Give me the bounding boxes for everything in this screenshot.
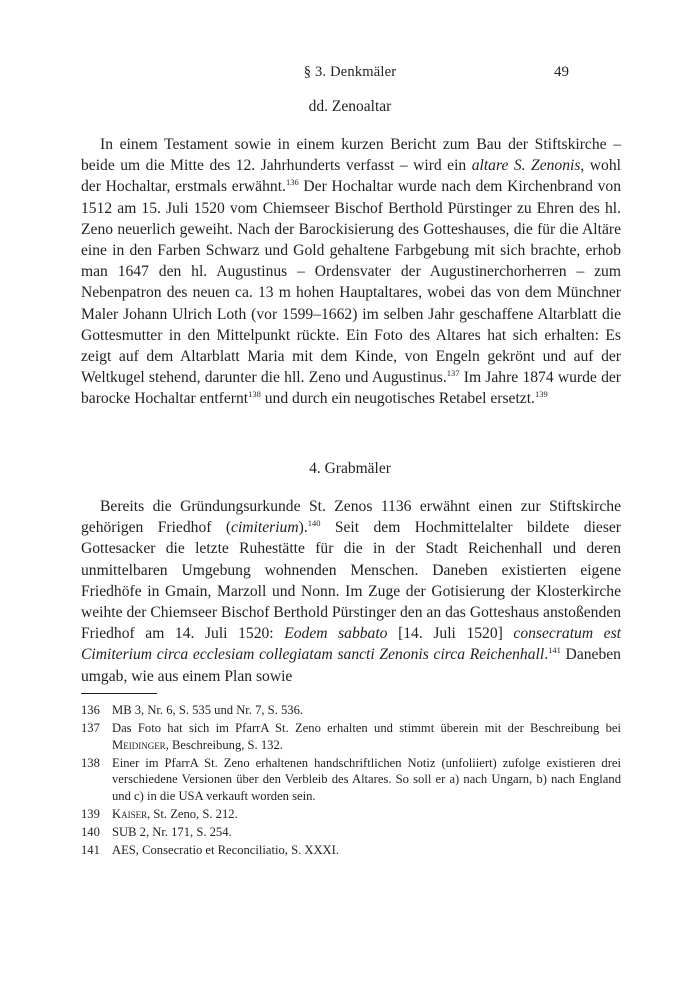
paragraph-text: ).	[298, 519, 308, 537]
footnote-number: 139	[81, 806, 100, 821]
footnote-ref[interactable]: 136	[285, 177, 299, 188]
footnote-ref[interactable]: 137	[446, 368, 460, 379]
footnote-ref[interactable]: 141	[548, 645, 561, 656]
running-head	[0, 64, 700, 86]
latin-term: altare S. Zenonis	[471, 157, 581, 175]
footnote-ref[interactable]: 139	[534, 389, 548, 400]
subsection-heading-zenoaltar: dd. Zenoaltar	[308, 98, 392, 115]
paragraph-text: In einem Testament sowie in einem kurzen Bericht zum Bau der Stiftskirche – beide um die Mitte des 12. Jahrhunderts verfasst – wird ein	[81, 136, 621, 175]
footnote-137	[81, 720, 621, 753]
footnote-141	[81, 842, 621, 859]
footnote-text: AES, Consecratio et Reconciliatio, S. XXXI.	[112, 842, 339, 857]
footnote-ref[interactable]: 138	[248, 389, 261, 400]
latin-term: cimiterium	[231, 519, 299, 537]
running-head-section: § 3. Denkmäler	[303, 64, 397, 80]
footnote-text: MB 3, Nr. 6, S. 535 und Nr. 7, S. 536.	[112, 703, 304, 717]
paragraph-text: Seit dem Hochmittelalter bildete dieser Gottesacker die letzte Ruhestätte für die in der Stadt Reichenhall und deren unmittelbaren Umgebung wohnenden Menschen. Daneben existierten eigene Friedhöfe in Gmain, Marzoll und Nonn. Im Zuge der Gotisierung der Klosterkirche weihte der Chiemseer Bischof Berthold Pürstinger den an das Gotteshaus anstoßenden Friedhof am 14. Juli 1520:	[81, 519, 622, 643]
author-name: Kaiser	[112, 806, 148, 821]
paragraph-text: , wohl der Hochaltar, erstmals erwähnt.	[81, 157, 621, 196]
paragraph-text: und durch ein neugotisches Retabel ersetzt.	[260, 390, 535, 408]
paragraph-text: Daneben umgab, wie aus einem Plan sowie	[81, 646, 621, 685]
footnote-138	[81, 755, 621, 805]
footnote-number: 137	[81, 720, 100, 735]
paragraph-grabmaeler	[81, 496, 621, 687]
footnote-number: 136	[81, 703, 100, 717]
author-name: Meidinger	[112, 737, 166, 752]
paragraph-zenoaltar	[81, 134, 621, 410]
paragraph-text: Bereits die Gründungsurkunde St. Zenos 1136 erwähnt einen zur Stiftskirche gehörigen Friedhof (	[81, 498, 621, 537]
footnote-divider	[81, 693, 157, 694]
footnote-text: Einer im PfarrA St. Zeno erhaltenen handschriftlichen Notiz (unfoliiert) zufolge existieren drei verschiedene Versionen über den Verbleib des Altares. So soll er a) nach Ungarn, b) nach England und c) in die USA verkauft worden sein.	[112, 755, 621, 803]
footnote-136	[81, 702, 621, 719]
footnotes	[81, 702, 621, 860]
footnote-text: Das Foto hat sich im PfarrA St. Zeno erhalten und stimmt überein mit der Beschreibung bei	[112, 720, 621, 735]
paragraph-text: .	[544, 646, 549, 664]
footnote-text: , St. Zeno, S. 212.	[147, 806, 238, 821]
section-heading-grabmaeler: 4. Grabmäler	[309, 460, 391, 477]
footnote-number: 141	[81, 842, 100, 857]
page-number: 49	[554, 64, 569, 80]
footnote-number: 138	[81, 755, 100, 770]
paragraph-text: [14. Juli 1520]	[387, 625, 514, 643]
footnote-text: , Beschreibung, S. 132.	[165, 737, 283, 752]
paragraph-text: Im Jahre 1874 wurde der barocke Hochaltar entfernt	[81, 369, 621, 408]
footnote-number: 140	[81, 824, 100, 839]
footnote-140	[81, 824, 621, 841]
paragraph-text: Der Hochaltar wurde nach dem Kirchenbrand von 1512 am 15. Juli 1520 vom Chiemseer Bischof Berthold Pürstinger zu Ehren des hl. Zeno neuerlich geweiht. Nach der Barockisierung des Gotteshauses, die für die Altäre eine in den Farben Schwarz und Gold gehaltene Farbgebung mit sich brachte, erhob man 1647 den hl. Augustinus – Ordensvater der Augustinerchorherren – zum Nebenpatron des neuen ca. 13 m hohen Hauptaltares, wobei das von dem Münchner Maler Johann Ulrich Loth (vor 1599–1662) im selben Jahr geschaffene Altarblatt die Gottesmutter in den Mittelpunkt rückte. Ein Foto des Altares hat sich erhalten: Es zeigt auf dem Altarblatt Maria mit dem Kinde, von Engeln gekrönt und auf der Weltkugel stehend, darunter die hll. Zeno und Augustinus.	[81, 178, 621, 387]
footnote-139	[81, 806, 621, 823]
footnote-ref[interactable]: 140	[307, 518, 321, 529]
footnote-text: SUB 2, Nr. 171, S. 254.	[112, 824, 232, 839]
latin-quote: Eodem sabbato	[284, 625, 388, 643]
latin-quote: consecratum est Cimiterium circa ecclesiam collegiatam sancti Zenonis circa Reichenhall	[81, 625, 621, 664]
